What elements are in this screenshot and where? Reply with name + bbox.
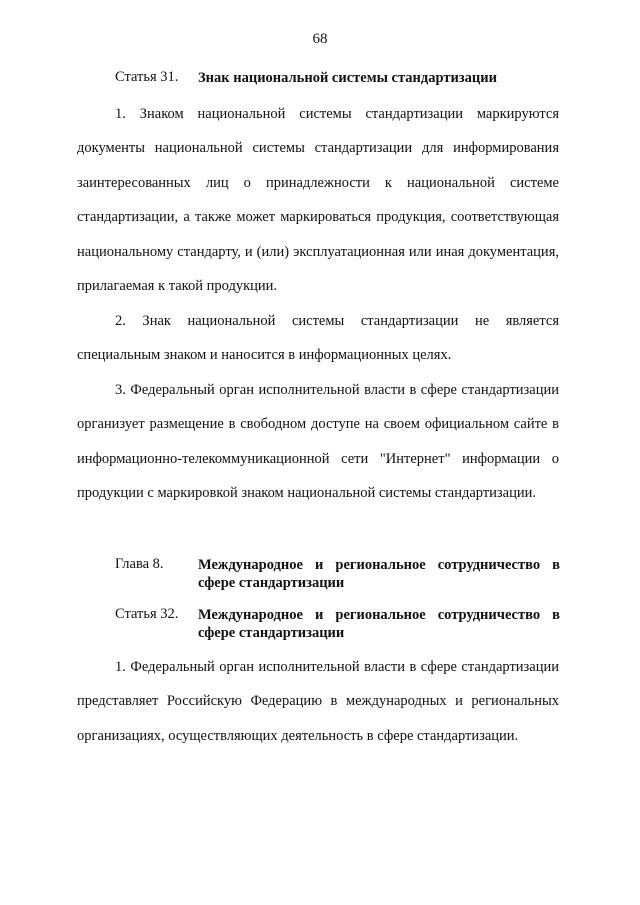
article-31-paragraph-2: 2. Знак национальной системы стандартизации не является специальным знаком и наносится в информационных целях.: [77, 313, 559, 364]
chapter-8-label: Глава 8.: [115, 556, 164, 572]
page-number: 68: [312, 31, 328, 47]
chapter-8-title: Международное и региональное сотрудничество в сфере стандартизации: [198, 557, 560, 591]
article-31-title: Знак национальной системы стандартизации: [198, 70, 497, 86]
article-32-paragraph-1: 1. Федеральный орган исполнительной власти в сфере стандартизации представляет Российскую Федерацию в международных и региональных организациях, осуществляющих деятельность в сфере стандартизации.: [77, 659, 559, 744]
article-31-label: Статья 31.: [115, 69, 179, 85]
article-32-label: Статья 32.: [115, 606, 179, 622]
article-31-paragraph-1: 1. Знаком национальной системы стандартизации маркируются документы национальной системы стандартизации для информирования заинтересованных лиц о принадлежности к национальной системе стандартизации, а также может маркироваться продукция, соответствующая национальному стандарту, и (или) эксплуатационная или иная документация, прилагаемая к такой продукции.: [77, 106, 559, 295]
article-31-paragraph-3: 3. Федеральный орган исполнительной власти в сфере стандартизации организует размещение в свободном доступе на своем официальном сайте в информационно-телекоммуникационной сети "Интернет" информации о продукции с маркировкой знаком национальной системы стандартизации.: [77, 382, 559, 502]
article-32-title: Международное и региональное сотрудничество в сфере стандартизации: [198, 607, 560, 641]
